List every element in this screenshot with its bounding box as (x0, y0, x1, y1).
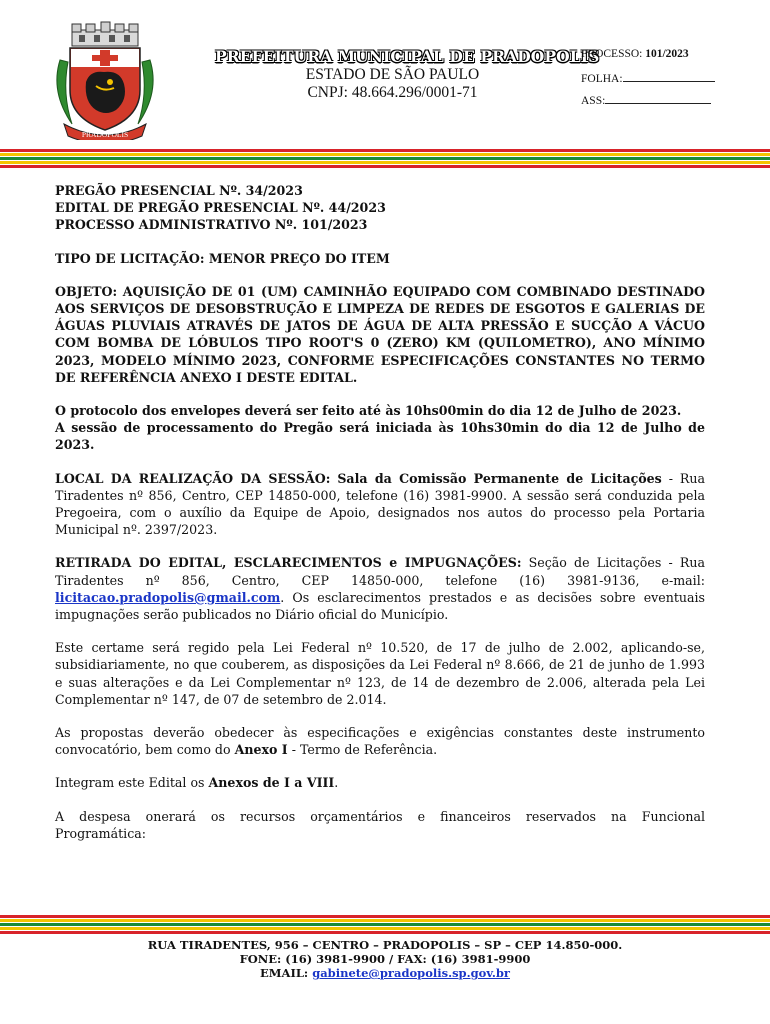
local-paragraph (55, 470, 705, 539)
crest-banner-text: PRADOPOLIS (81, 130, 129, 139)
footer-email-line (100, 966, 670, 980)
processo-row (581, 48, 721, 70)
footer-address: RUA TIRADENTES, 956 – CENTRO – PRADOPOLIS – SP – CEP 14.850-000. (147, 938, 623, 952)
objeto-paragraph: OBJETO: AQUISIÇÃO DE 01 (UM) CAMINHÃO EQUIPADO COM COMBINADO DESTINADO AOS SERVIÇOS DE DESOBSTRUÇÃO E LIMPEZA DE REDES DE ESGOTOS E GALERIAS DE ÁGUAS PLUVIAIS ATRAVÉS DE JATOS DE ÁGUA DE ALTA PRESSÃO E SUCÇÃO A VÁCUO COM BOMBA DE LÓBULOS TIPO ROOT'S 0 (ZERO) KM (QUILOMETRO), ANO MÍNIMO 2023, MODELO MÍNIMO 2023, CONFORME ESPECIFICAÇÕES CONSTANTES NO TERMO DE REFERÊNCIA ANEXO I DESTE EDITAL. (55, 283, 705, 385)
tipo-licitacao: TIPO DE LICITAÇÃO: MENOR PREÇO DO ITEM (55, 250, 390, 266)
retirada-paragraph (55, 554, 705, 623)
ass-label: ASS: (581, 95, 606, 107)
integram-text: Integram este Edital os (55, 775, 209, 791)
ass-row (581, 92, 721, 114)
licitacao-email-link[interactable]: licitacao.pradopolis@gmail.com (55, 589, 281, 605)
folha-blank (623, 70, 715, 82)
local-text: - Rua Tiradentes nº 856, Centro, CEP 14850-000, telefone (16) 3981-9900. A sessão será conduzida pela Pregoeira, com o auxílio da Equipe de Apoio, designados nos autos do processo pela Portaria Municipal nº. 2397/2023. (55, 470, 705, 538)
local-sala: Sala da Comissão Permanente de Licitações (337, 470, 662, 486)
folha-label: FOLHA: (581, 73, 623, 85)
process-stamp (581, 48, 721, 114)
integram-paragraph (55, 774, 705, 791)
document-body (55, 182, 705, 842)
footer-email-label: EMAIL: (260, 966, 313, 980)
propostas-text: As propostas deverão obedecer às especificações e exigências constantes deste instrumento convocatório, bem como do (55, 725, 705, 758)
pregao-number: PREGÃO PRESENCIAL Nº. 34/2023 (55, 183, 303, 198)
integram-anexos: Anexos de I a VIII (208, 775, 335, 791)
processo-administrativo: PROCESSO ADMINISTRATIVO Nº. 101/2023 (55, 217, 368, 233)
processo-label: PROCESSO: (581, 48, 643, 60)
footer-email-link[interactable]: gabinete@pradopolis.sp.gov.br (312, 966, 510, 980)
footer-phone: FONE: (16) 3981-9900 / FAX: (16) 3981-9900 (239, 952, 531, 966)
coat-of-arms-logo (46, 20, 164, 140)
folha-row (581, 70, 721, 92)
letterhead (215, 47, 600, 102)
retirada-text: Seção de Licitações - Rua Tiradentes nº 856, Centro, CEP 14850-000, telefone (16) 3981-9136, e-mail: (55, 555, 705, 588)
processo-value: 101/2023 (645, 48, 689, 60)
certame-paragraph: Este certame será regido pela Lei Federal nº 10.520, de 17 de julho de 2.002, aplicando-se, subsidiariamente, no que couberem, as disposições da Lei Federal nº 8.666, de 21 de junho de 1.993 e suas alterações e da Lei Complementar nº 123, de 14 de dezembro de 2.006, alterada pela Lei Complementar nº 147, de 07 de setembro de 2.014. (55, 640, 705, 707)
propostas-text-2: - Termo de Referência. (287, 742, 438, 758)
state-line: ESTADO DE SÃO PAULO (305, 66, 480, 83)
despesa-paragraph: A despesa onerará os recursos orçamentários e financeiros reservados na Funcional Programática: (55, 808, 705, 841)
retirada-label: RETIRADA DO EDITAL, ESCLARECIMENTOS e IMPUGNAÇÕES: (55, 555, 522, 571)
propostas-anexo: Anexo I (234, 742, 288, 758)
cnpj-line: CNPJ: 48.664.296/0001-71 (307, 84, 478, 101)
institution-title: PREFEITURA MUNICIPAL DE PRADOPOLIS (215, 47, 600, 66)
integram-end: . (334, 775, 339, 791)
protocolo-paragraph: O protocolo dos envelopes deverá ser feito até às 10hs00min do dia 12 de Julho de 2023. (55, 403, 682, 419)
retirada-text-2: . Os esclarecimentos prestados e as decisões sobre eventuais impugnações serão publicados no Diário oficial do Município. (55, 589, 705, 623)
footer (100, 938, 670, 980)
propostas-paragraph (55, 724, 705, 758)
ass-blank (605, 92, 711, 104)
top-color-stripes (0, 149, 770, 168)
edital-number: EDITAL DE PREGÃO PRESENCIAL Nº. 44/2023 (55, 200, 386, 216)
sessao-paragraph: A sessão de processamento do Pregão será iniciada às 10hs30min do dia 12 de Julho de 2023. (55, 420, 705, 453)
local-label: LOCAL DA REALIZAÇÃO DA SESSÃO: (55, 470, 331, 486)
bottom-color-stripes (0, 915, 770, 934)
